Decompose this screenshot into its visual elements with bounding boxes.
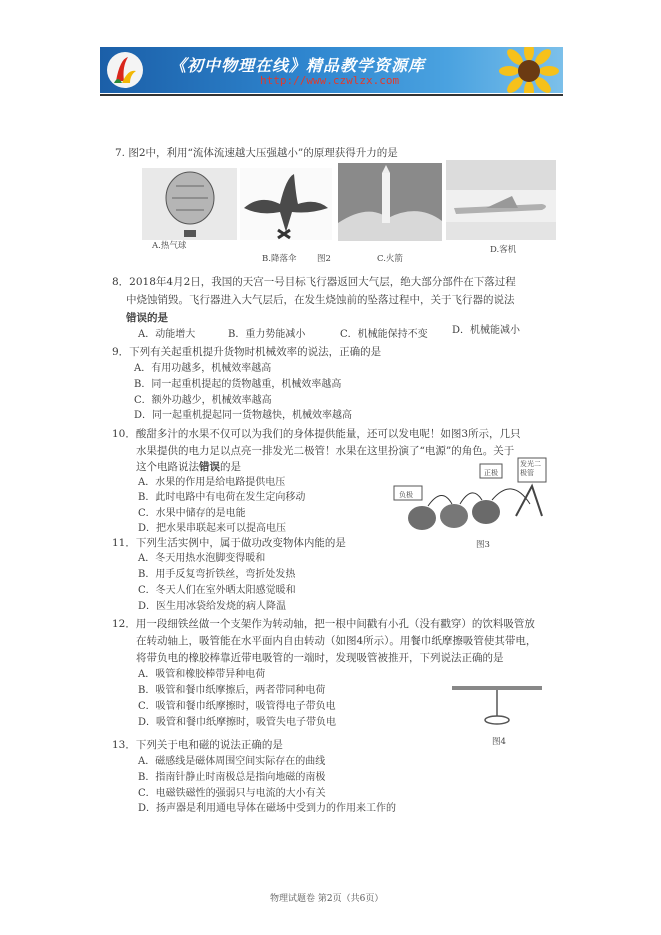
q7-caption-d: D.客机	[490, 245, 517, 255]
logo-icon	[106, 51, 144, 89]
q7-caption-a: A.热气球	[152, 241, 187, 251]
header-banner	[100, 47, 563, 93]
q10-line1: 10．酸甜多汁的水果不仅可以为我们的身体提供能量，还可以发电呢！如图3所示，几只	[112, 428, 521, 440]
q10-figure-caption: 图3	[476, 540, 490, 550]
q12-option-c: C．吸管和餐巾纸摩擦时，吸管得电子带负电	[138, 701, 336, 712]
q12-figure-caption: 图4	[492, 737, 506, 747]
q13-option-b: B．指南针静止时南极总是指向地磁的南极	[138, 772, 326, 783]
q9-option-b: B．同一起重机提起的货物越重，机械效率越高	[134, 379, 342, 390]
q7-caption-c: C.火箭	[377, 254, 403, 264]
q7-figure-caption: 图2	[317, 254, 331, 264]
q10-option-c: C．水果中储存的是电能	[138, 508, 246, 519]
led-label: 发光二极管	[520, 460, 541, 477]
q11-option-b: B．用手反复弯折铁丝，弯折处发热	[138, 569, 296, 580]
sunflower-icon	[499, 47, 559, 93]
q7-stem: 7. 图2中，利用“流体流速越大压强越小”的原理获得升力的是	[115, 147, 398, 159]
q10-line3-c: 的是	[220, 461, 241, 473]
fruit-positive-label: 正极	[484, 469, 498, 477]
q8-line3: 错误的是	[126, 312, 168, 324]
q9-option-d: D．同一起重机提起同一货物越快，机械效率越高	[134, 410, 353, 421]
q12-option-a: A．吸管和橡胶棒带异种电荷	[138, 669, 266, 680]
q8-option-d: D．机械能减小	[452, 325, 521, 336]
q8-option-a: A．动能增大	[138, 329, 196, 340]
q11-option-d: D．医生用冰袋给发烧的病人降温	[138, 601, 287, 612]
q10-line2: 水果提供的电力足以点亮一排发光二极管！水果在这里扮演了“电源”的角色。关于	[136, 445, 515, 457]
page-footer: 物理试题卷 第2页（共6页）	[270, 894, 384, 904]
airliner-figure	[446, 160, 556, 240]
q8-line1: 8．2018年4月2日，我国的天宫一号目标飞行器返回大气层，绝大部分部件在下落过程	[112, 276, 516, 288]
q11-stem: 11．下列生活实例中，属于做功改变物体内能的是	[112, 537, 346, 549]
q7-caption-b: B.降落伞	[262, 254, 297, 264]
q13-option-c: C．电磁铁磁性的强弱只与电流的大小有关	[138, 788, 326, 799]
q11-option-c: C．冬天人们在室外晒太阳感觉暖和	[138, 585, 296, 596]
parachute-figure	[240, 168, 332, 240]
q8-option-c: C．机械能保持不变	[340, 329, 428, 340]
q8-line2: 中烧蚀销毁。飞行器进入大气层后，在发生烧蚀前的坠落过程中，关于飞行器的说法	[126, 294, 515, 306]
q11-option-a: A．冬天用热水泡脚变得暖和	[138, 553, 266, 564]
q13-option-d: D．扬声器是利用通电导体在磁场中受到力的作用来工作的	[138, 803, 397, 814]
q10-line3-emphasis: 错误	[199, 461, 220, 473]
q10-option-a: A．水果的作用是给电路提供电压	[138, 477, 286, 488]
q12-option-b: B．吸管和餐巾纸摩擦后，两者带同种电荷	[138, 685, 326, 696]
rocket-figure	[338, 163, 442, 241]
q8-option-b: B．重力势能减小	[228, 329, 306, 340]
banner-title: 《初中物理在线》精品教学资源库	[170, 56, 426, 75]
q10-line3	[136, 460, 241, 474]
straw-pivot-figure	[450, 680, 544, 730]
q12-option-d: D．吸管和餐巾纸摩擦时，吸管失电子带负电	[138, 717, 337, 728]
q12-line1: 12．用一段细铁丝做一个支架作为转动轴，把一根中间戳有小孔（没有戳穿）的饮料吸管放	[112, 618, 535, 630]
q13-option-a: A．磁感线是磁体周围空间实际存在的曲线	[138, 756, 326, 767]
q9-stem: 9．下列有关起重机提升货物时机械效率的说法，正确的是	[112, 346, 382, 358]
q12-line2: 在转动轴上，吸管能在水平面内自由转动（如图4所示）。用餐巾纸摩擦吸管使其带电，	[136, 635, 537, 647]
q9-option-c: C．额外功越少，机械效率越高	[134, 395, 272, 406]
hot-air-balloon-figure	[142, 168, 237, 240]
q10-line3-a: 这个电路说法	[136, 461, 199, 473]
banner-url[interactable]: http://www.czwlzx.com	[260, 74, 400, 87]
q10-option-d: D．把水果串联起来可以提高电压	[138, 523, 287, 534]
q12-line3: 将带负电的橡胶棒靠近带电吸管的一端时，发现吸管被推开，下列说法正确的是	[136, 652, 504, 664]
q10-option-b: B．此时电路中有电荷在发生定向移动	[138, 492, 306, 503]
fruit-negative-label: 负极	[399, 491, 413, 499]
q9-option-a: A．有用功越多，机械效率越高	[134, 363, 272, 374]
banner-rule	[100, 94, 563, 96]
q13-stem: 13．下列关于电和磁的说法正确的是	[112, 739, 283, 751]
